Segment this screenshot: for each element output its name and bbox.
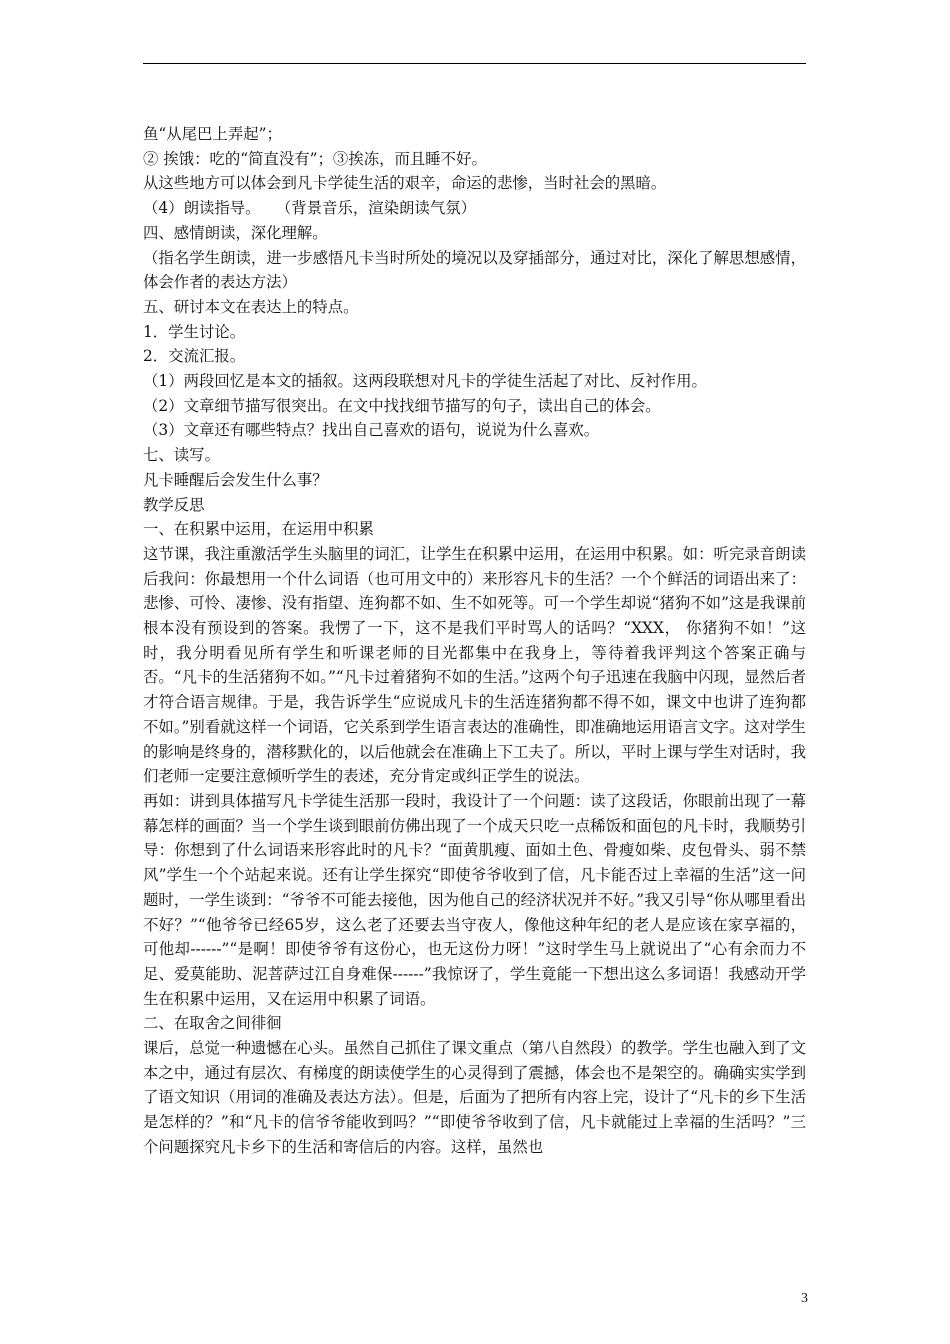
paragraph: 这节课，我注重激活学生头脑里的词汇，让学生在积累中运用，在运用中积累。如：听完录音朗读后我问：你最想用一个什么词语（也可用文中的）来形容凡卡的生活？一个个鲜活的词语出来了：悲惨、可怜、凄惨、没有指望、连狗都不如、生不如死等。可一个学生却说“猪狗不如”这是我课前根本没有预设到的答案。我愣了一下，这不是我们平时骂人的话吗？“XXX， 你猪狗不如！”这时，我分明看见所有学生和听课老师的目光都集中在我身上，等待着我评判这个答案正确与否。“凡卡的生活猪狗不如。”“凡卡过着猪狗不如的生活。”这两个句子迅速在我脑中闪现，显然后者才符合语言规律。于是，我告诉学生“应说成凡卡的生活连猪狗都不得不如，课文中也讲了连狗都不如。”别看就这样一个词语，它关系到学生语言表达的准确性，即准确地运用语言文字。这对学生的影响是终身的，潜移默化的，以后他就会在准确上下工夫了。所以，平时上课与学生对话时，我们老师一定要注意倾听学生的表述，充分肯定或纠正学生的说法。 — [143, 544, 806, 786]
paragraph: （指名学生朗读，进一步感悟凡卡当时所处的境况以及穿插部分，通过对比，深化了解思想感情，体会作者的表达方法） — [143, 248, 806, 292]
paragraph: 课后，总觉一种遗憾在心头。虽然自己抓住了课文重点（第八自然段）的教学。学生也融入到了文本之中，通过有层次、有梯度的朗读使学生的心灵得到了震撼，体会也不是架空的。确确实实学到了语文知识（用词的准确及表达方法）。但是，后面为了把所有内容上完，设计了“凡卡的乡下生活是怎样的？”和“凡卡的信爷爷能收到吗？”“即使爷爷收到了信，凡卡就能过上幸福的生活吗？”三个问题探究凡卡乡下的生活和寄信后的内容。这样，虽然也 — [143, 1039, 806, 1156]
body-text — [143, 122, 806, 1160]
list-item: （2）文章细节描写很突出。在文中找找细节描写的句子，读出自己的体会。 — [143, 396, 661, 415]
page-number: 3 — [801, 1291, 808, 1306]
paragraph: 从这些地方可以体会到凡卡学徒生活的艰辛，命运的悲惨，当时社会的黑暗。 — [143, 174, 667, 193]
section-heading: 一、在积累中运用，在运用中积累 — [143, 520, 374, 539]
section-heading: 五、研讨本文在表达上的特点。 — [143, 297, 359, 316]
paragraph: （4）朗读指导。 （背景音乐，渲染朗读气氛） — [143, 199, 476, 218]
paragraph: ② 挨饿：吃的“简直没有”；③挨冻，而且睡不好。 — [143, 149, 487, 168]
section-heading: 二、在取舍之间徘徊 — [143, 1014, 282, 1033]
section-heading: 四、感情朗读，深化理解。 — [143, 223, 328, 242]
paragraph: 凡卡睡醒后会发生什么事？ — [143, 470, 328, 489]
paragraph: 再如：讲到具体描写凡卡学徒生活那一段时，我设计了一个问题：读了这段话，你眼前出现了一幕幕怎样的画面？当一个学生谈到眼前仿佛出现了一个成天只吃一点稀饭和面包的凡卡时，我顺势引导：你想到了什么词语来形容此时的凡卡？“面黄肌瘦、面如土色、骨瘦如柴、皮包骨头、弱不禁风”学生一个个站起来说。还有让学生探究“即使爷爷收到了信，凡卡能否过上幸福的生活”这一问题时，一学生谈到：“爷爷不可能去接他，因为他自己的经济状况并不好。”我又引导“你从哪里看出不好？”“他爷爷已经65岁，这么老了还要去当守夜人，像他这种年纪的老人是应该在家享福的，可他却------”“是啊！即使爷爷有这份心，也无这份力呀！”这时学生马上就说出了“心有余而力不足、爱莫能助、泥菩萨过江自身难保------”我惊讶了，学生竟能一下想出这么多词语！我感动开学生在积累中运用，又在运用中积累了词语。 — [143, 791, 806, 1008]
section-heading: 七、读写。 — [143, 446, 220, 465]
section-heading: 教学反思 — [143, 495, 205, 514]
list-item: （1）两段回忆是本文的插叙。这两段联想对凡卡的学徒生活起了对比、反衬作用。 — [143, 372, 707, 391]
list-item: （3）文章还有哪些特点？找出自己喜欢的语句，说说为什么喜欢。 — [143, 421, 600, 440]
header-rule — [143, 63, 806, 64]
paragraph: 鱼“从尾巴上弄起”； — [143, 125, 282, 143]
list-item: 1．学生讨论。 — [143, 322, 246, 341]
list-item: 2．交流汇报。 — [143, 347, 246, 366]
